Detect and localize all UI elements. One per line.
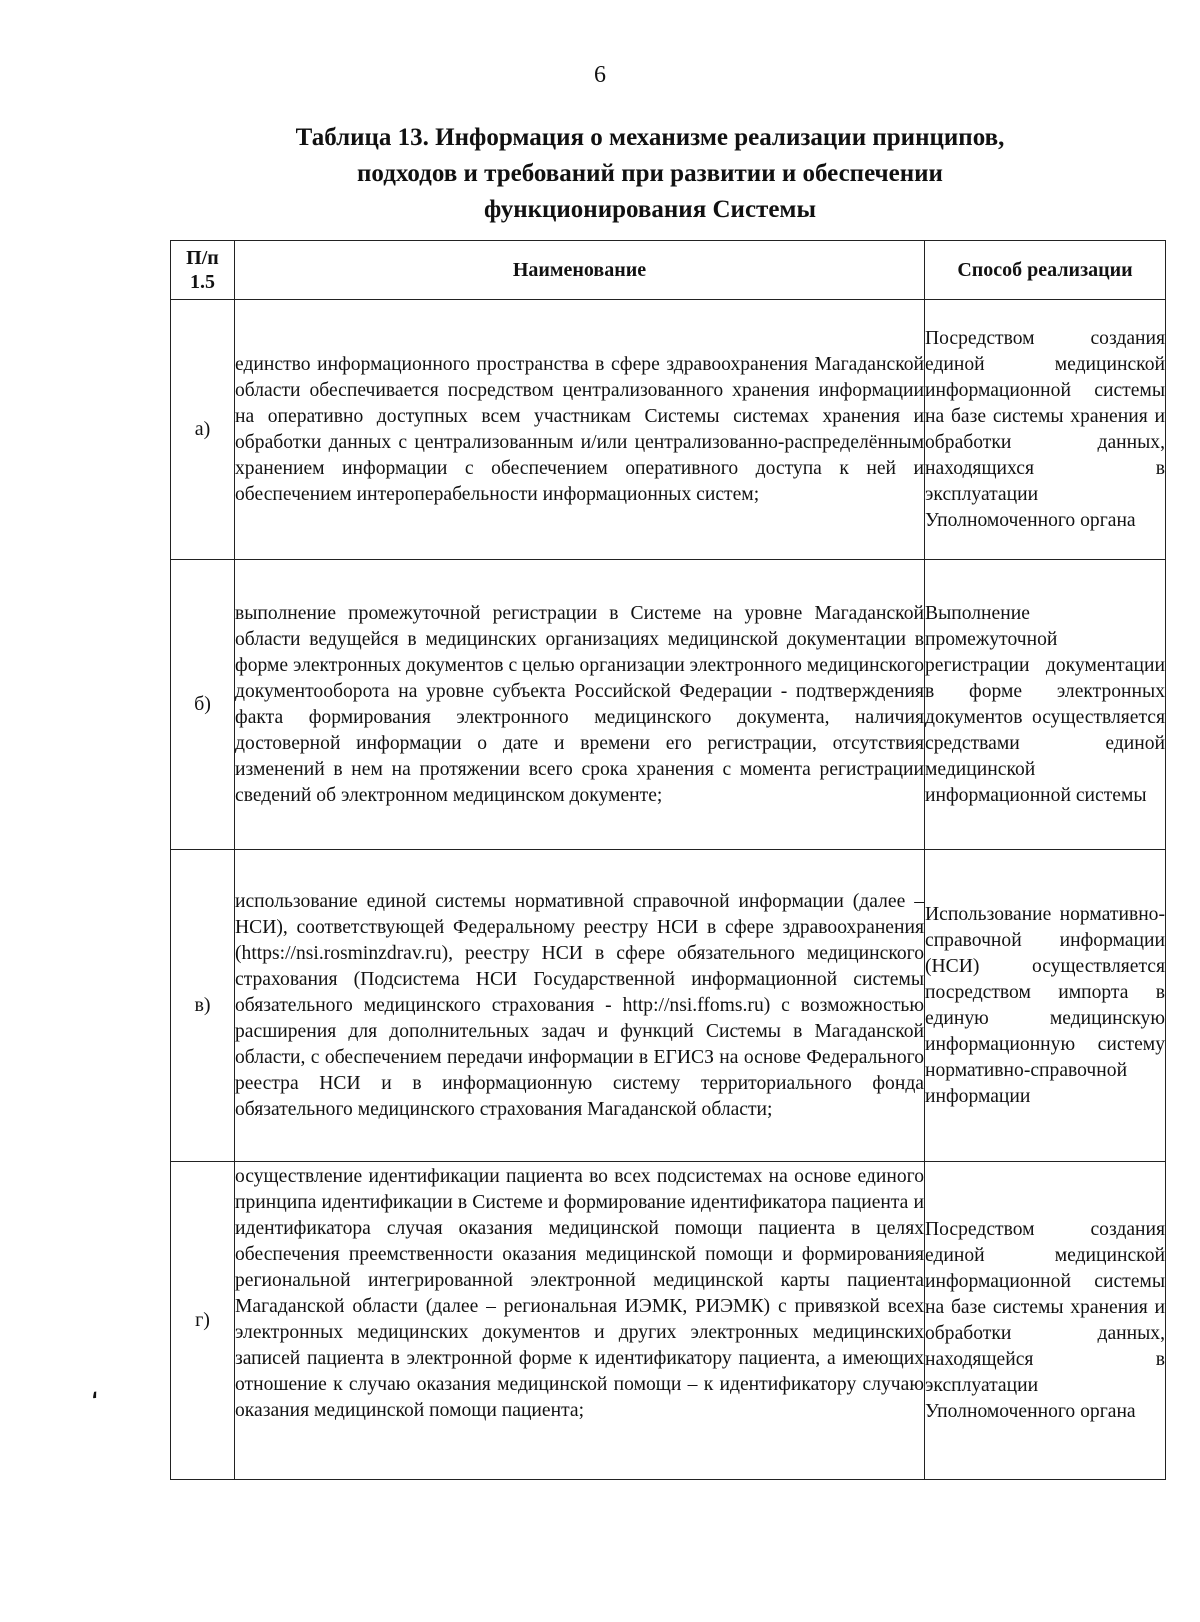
table-row xyxy=(171,560,1166,850)
row-name: осуществление идентификации пациента во всех подсистемах на основе единого принципа идентификации в Системе и формирование идентификатора пациента и идентификатора случая оказания медицинской помощи пациента в целях обеспечения преемственности оказания медицинской помощи и формирования региональной интегрированной электронной медицинской карты пациента Магаданской области (далее – региональная ИЭМК, РИЭМК) с привязкой всех электронных медицинских документов и других электронных медицинских записей пациента в электронной форме к идентификатору пациента, а имеющих отношение к случаю оказания медицинской помощи – к идентификатору случаю оказания медицинской помощи пациента; xyxy=(235,1162,925,1480)
table-row xyxy=(171,300,1166,560)
title-line-1: Таблица 13. Информация о механизме реализации принципов, xyxy=(295,124,1005,151)
header-method: Способ реализации xyxy=(925,241,1166,300)
row-number: в) xyxy=(171,850,235,1162)
table-title xyxy=(200,120,1100,228)
row-number: а) xyxy=(171,300,235,560)
page-number: 6 xyxy=(594,62,606,88)
title-line-2: подходов и требований при развитии и обеспечении xyxy=(357,160,943,187)
header-number-line-2: 1.5 xyxy=(190,271,215,293)
table-row xyxy=(171,850,1166,1162)
margin-mark-icon: ⸲ xyxy=(87,1374,99,1401)
row-name: выполнение промежуточной регистрации в Системе на уровне Магаданской области ведущейся в медицинских организациях медицинской документации в форме электронных документов с целью организации электронного медицинского документооборота на уровне субъекта Российской Федерации - подтверждения факта формирования электронного медицинского документа, наличия достоверной информации о дате и времени его регистрации, отсутствия изменений в нем на протяжении всего срока хранения с момента регистрации сведений об электронном медицинском документе; xyxy=(235,560,925,850)
row-name: использование единой системы нормативной справочной информации (далее – НСИ), соответствующей Федеральному реестру НСИ в сфере здравоохранения (https://nsi.rosminzdrav.ru), реестру НСИ в сфере обязательного медицинского страхования (Подсистема НСИ Государственной информационной системы обязательного медицинского страхования - http://nsi.ffoms.ru) с возможностью расширения для дополнительных задач и функций Системы в Магаданской области, с обеспечением передачи информации в ЕГИСЗ на основе Федерального реестра НСИ и в информационную систему территориального фонда обязательного медицинского страхования Магаданской области; xyxy=(235,850,925,1162)
row-number: б) xyxy=(171,560,235,850)
row-number: г) xyxy=(171,1162,235,1480)
row-name: единство информационного пространства в сфере здравоохранения Магаданской области обеспечивается посредством централизованного хранения информации на оперативно доступных всем участникам Системы системах хранения и обработки данных с централизованным и/или централизованно-распределённым хранением информации с обеспечением оперативного доступа к ней и обеспечением интероперабельности информационных систем; xyxy=(235,300,925,560)
row-method: Выполнение промежуточной регистрации документации в форме электронных документов осуществляется средствами единой медицинской информационной системы xyxy=(925,560,1166,850)
header-number-line-1: П/п xyxy=(186,247,219,269)
table-row xyxy=(171,1162,1166,1480)
header-name: Наименование xyxy=(235,241,925,300)
row-method: Посредством создания единой медицинской информационной системы на базе системы хранения и обработки данных, находящейся в эксплуатации Уполномоченного органа xyxy=(925,1162,1166,1480)
header-number xyxy=(171,241,235,300)
row-method: Посредством создания единой медицинской информационной системы на базе системы хранения и обработки данных, находящихся в эксплуатации Уполномоченного органа xyxy=(925,300,1166,560)
table-header-row xyxy=(171,241,1166,300)
mechanism-table xyxy=(170,240,1166,1480)
title-line-3: функционирования Системы xyxy=(484,196,816,223)
row-method: Использование нормативно-справочной информации (НСИ) осуществляется посредством импорта в единую медицинскую информационную систему нормативно-справочной информации xyxy=(925,850,1166,1162)
